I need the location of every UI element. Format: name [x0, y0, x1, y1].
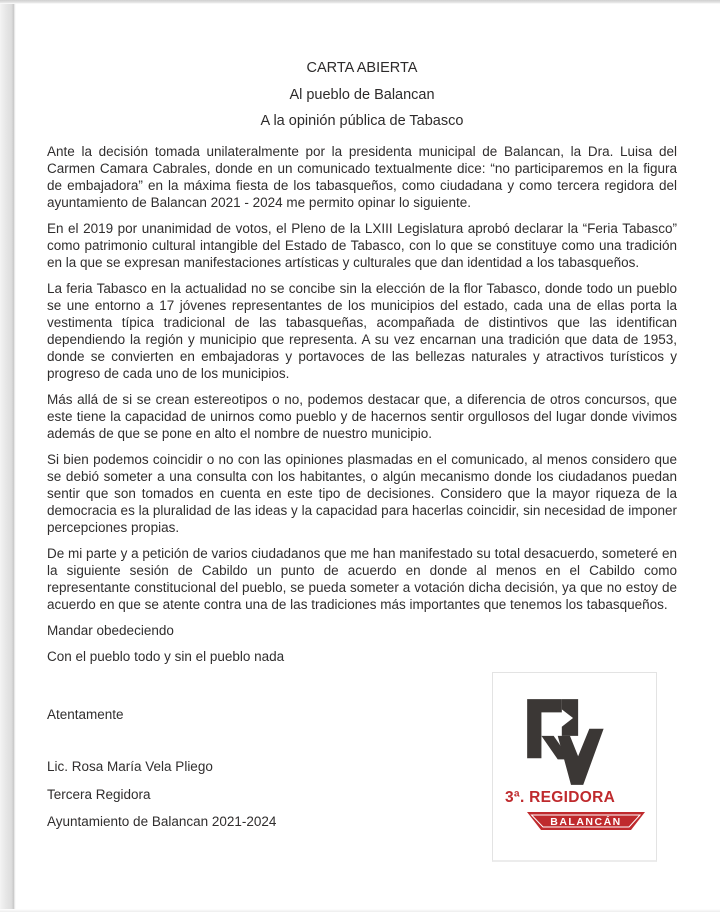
closing-motto-2: Con el pueblo todo y sin el pueblo nada — [47, 649, 285, 664]
regidora-logo — [492, 672, 657, 862]
letter-title: CARTA ABIERTA — [306, 60, 418, 76]
paragraph-5: Si bien podemos coincidir o no con las opiniones plasmadas en el comunicado, al menos considero que se debió someter a una consulta con los habitantes, o algún mecanismo donde los ciudadanos puedan sentir que son tomados en cuenta en este tipo de decisiones. Considero que la mayor riqueza de la democracia es la pluralidad de las ideas y la capacidad para hacerlas coincidir, sin necesidad de imponer percepciones propias. — [47, 452, 677, 535]
letter-addressee-2: A la opinión pública de Tabasco — [260, 113, 464, 129]
logo-balancan-banner — [526, 812, 646, 830]
scan-edge-left — [0, 0, 16, 912]
paragraph-6: De mi parte y a petición de varios ciudadanos que me han manifestado su total desacuerdo, someteré en la siguiente sesión de Cabildo un punto de acuerdo en donde al menos en el Cabildo como representante constitucional del pueblo, se pueda someter a votación dicha decisión, ya que no estoy de acuerdo en que se atente contra una de las tradiciones más importantes que tenemos los tabasqueños. — [47, 546, 677, 612]
signature-title: Tercera Regidora — [47, 787, 151, 802]
salutation: Atentamente — [47, 707, 124, 722]
logo-regidora-label: 3ª. REGIDORA — [505, 789, 616, 806]
logo-balancan-label: BALANCÁN — [550, 816, 622, 828]
scan-edge-top — [0, 0, 720, 4]
paragraph-3: La feria Tabasco en la actualidad no se concibe sin la elección de la flor Tabasco, donde todo un pueblo se une entorno a 17 jóvenes representantes de los municipios del estado, cada una de ellas porta la vestimenta típica tradicional de las tabasqueñas, acompañada de distintivos que las identifican dependiendo la región y municipio que representa. A su vez encarnan una tradición que data de 1953, donde se convierten en embajadoras y portavoces de las bellezas naturales y atractivos turísticos y progreso de cada uno de los municipios. — [47, 281, 677, 381]
letter-addressee-1: Al pueblo de Balancan — [289, 86, 435, 103]
signature-entity: Ayuntamiento de Balancan 2021-2024 — [47, 814, 277, 829]
rv-monogram-arrow-icon — [519, 695, 624, 789]
letter-body — [47, 60, 677, 674]
paragraph-2: En el 2019 por unanimidad de votos, el Pleno de la LXIII Legislatura aprobó declarar la “Feria Tabasco” como patrimonio cultural intangible del Estado de Tabasco, con lo que se constituye como una tradición en la que se expresan manifestaciones artísticas y culturales que dan identidad a los tabasqueños. — [47, 221, 677, 270]
paragraph-4: Más allá de si se crean estereotipos o no, podemos destacar que, a diferencia de otros concursos, que este tiene la capacidad de unirnos como pueblo y de hacernos sentir orgullosos del lugar donde vivimos además de que se pone en alto el nombre de nuestro municipio. — [47, 392, 677, 441]
closing-motto-1: Mandar obedeciendo — [47, 623, 174, 638]
signature-name: Lic. Rosa María Vela Pliego — [47, 759, 213, 774]
paragraph-1: Ante la decisión tomada unilateralmente por la presidenta municipal de Balancan, la Dra. Luisa del Carmen Camara Cabrales, donde en un comunicado textualmente dice: “no participaremos en la figura de embajadora” en la máxima fiesta de los tabasqueños, como ciudadana y como tercera regidora del ayuntamiento de Balancan 2021 - 2024 me permito opinar lo siguiente. — [47, 144, 677, 210]
